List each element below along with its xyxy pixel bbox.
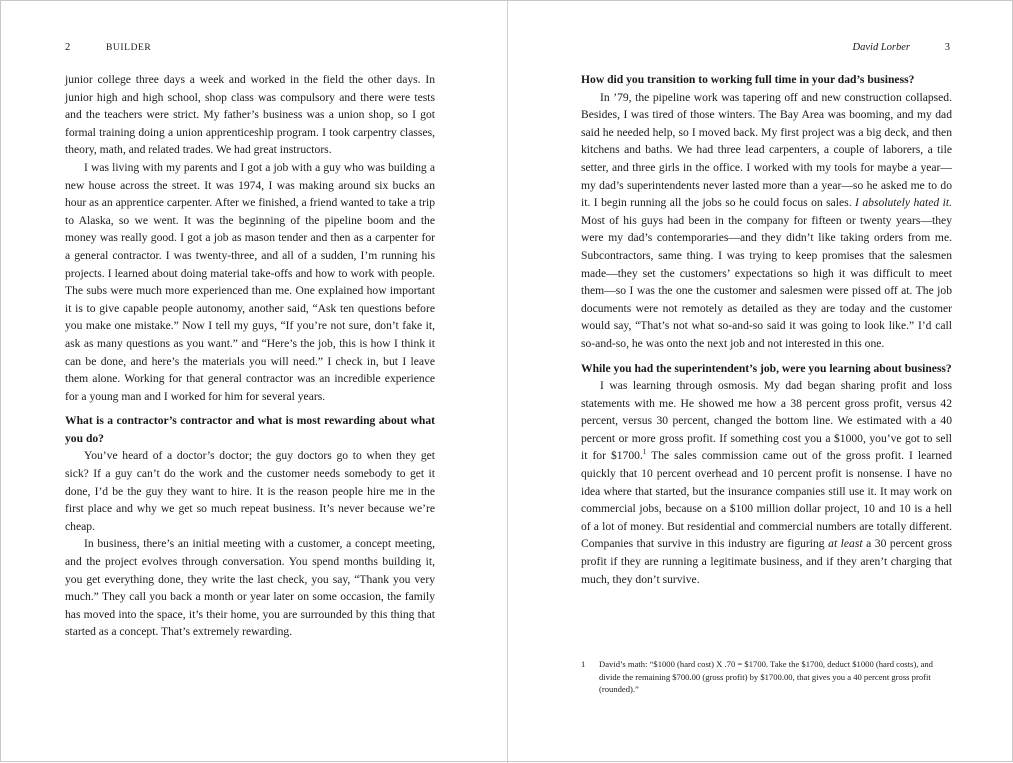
interview-question: While you had the superintendent’s job, were you learning about business? xyxy=(581,361,952,375)
text-run: a 30 percent gross profit if they are running a legitimate business, and if they aren’t charging that much, they don’t survive. xyxy=(581,537,953,586)
text-run: In ’79, the pipeline work was tapering off and new construction collapsed. Besides, I was tired of those winters. The Bay Area was booming, and my dad said he needed help, so I moved back. My first project was a big deck, and then kitchens and baths. We had three lead carpenters, a couple of laborers, a tile setter, and three girls in the office. I worked with my tools for maybe a year—my dad’s superintendents never lasted more than a year—so he asked me to do it. I begin running all the jobs so he could focus on sales. xyxy=(581,90,952,210)
left-body-text xyxy=(65,71,435,641)
interview-question: What is a contractor’s contractor and what is most rewarding about what you do? xyxy=(65,414,435,445)
text-run: I was learning through osmosis. My dad began sharing profit and loss statements with me. He showed me how a 38 percent gross profit, versus 42 percent, versus 30 percent, changed the bottom line. We estimated with a 40 percent or more gross profit. If something cost you a $1000, you’ve got to sell it for $1700. xyxy=(581,379,952,463)
book-title-header: BUILDER xyxy=(106,43,152,53)
emphasis-text: at least xyxy=(828,537,863,551)
paragraph xyxy=(581,89,952,353)
footnote-text: David’s math: “$1000 (hard cost) X .70 = $1700. Take the $1700, deduct $1000 (hard costs), and divide the remaining $700.00 (gross profit) by $1700.00, that gives you a 40 percent gross profit (rounded).” xyxy=(599,659,933,695)
left-page-number: 2 xyxy=(65,42,71,53)
interview-question: How did you transition to working full time in your dad’s business? xyxy=(581,73,915,86)
paragraph xyxy=(581,377,952,588)
text-run: The sales commission came out of the gross profit. I learned quickly that 10 percent overhead and 10 percent profit is nonsense. I have no idea where that started, but the insurance companies still use it. It may work on commercial jobs, because on a $100 million dollar project, 10 and 10 is a hell of a lot of money. But residential and commercial numbers are totally different. Companies that survive in this industry are figuring xyxy=(581,449,952,551)
footnote-number: 1 xyxy=(581,659,586,669)
emphasis-text: I absolutely hated it. xyxy=(855,196,952,210)
right-running-head xyxy=(581,41,952,55)
text-run: Most of his guys had been in the company for fifteen or twenty years—they were my dad’s contemporaries—and they didn’t like taking orders from me. Subcontractors, same thing. I was trying to keep promises that the salesmen made—they set the customers’ expectations so high it was difficult to meet them—so I was the one the customer and salesmen were pissed off at. The job documents were not remotely as detailed as they are today and the customer would say, “That’s not what so-and-so said it was going to look like.” I’d call so-and-so, he was onto the next job and not interested in this one. xyxy=(581,213,952,350)
paragraph: junior college three days a week and worked in the field the other days. In junior high and high school, shop class was compulsory and there were tests and the teachers were strict. My father’s business was a union shop, so I got formal training doing a union apprenticeship program. I took carpentry classes, theory, math, and related trades. We had great instructors. xyxy=(65,73,435,157)
right-page xyxy=(581,1,952,763)
paragraph: In business, there’s an initial meeting with a customer, a concept meeting, and the project evolves through conversation. You spend months building it, you get everything done, they write the last check, you say, “Thank you very much.” They call you back a month or year later on some occasion, the family has moved into the space, it’s their home, you are surrounded by this thing that started as a concept. That’s extremely rewarding. xyxy=(65,537,435,639)
page-gutter xyxy=(507,1,508,763)
left-running-head xyxy=(65,41,435,55)
paragraph: You’ve heard of a doctor’s doctor; the guy doctors go to when they get sick? If a guy can’t do the work and the customer needs somebody to get it done, I’d be the guy they want to hire. It is the reason people hire me in the first place and why we get so much repeat business. It’s never because we’re cheap. xyxy=(65,449,435,533)
right-body-text xyxy=(581,71,952,588)
footnote-reference[interactable]: 1 xyxy=(642,448,647,457)
author-name-header: David Lorber xyxy=(852,42,910,53)
left-page xyxy=(65,1,435,763)
paragraph: I was living with my parents and I got a job with a guy who was building a new house across the street. It was 1974, I was making around six bucks an hour as an apprentice carpenter. After we finished, a friend wanted to take a trip to Alaska, so we went. It was the beginning of the pipeline boom and the money was really good. I got a job as mason tender and then as a carpenter for a general contractor. I was twenty-three, and all of a sudden, I’m running his projects. I learned about doing material take-offs and how to work with people. The subs were much more experienced than me. One explained how important it is to give capable people autonomy, another said, “Ask ten questions before you make one mistake.” Now I tell my guys, “If you’re not sure, don’t fake it, ask as many questions as you want.” and “Here’s the job, this is how I think it can be done, and here’s the materials you will need.” I check in, but I leave them alone. Working for that general contractor was an incredible experience for a young man and I worked for him for several years. xyxy=(65,160,435,403)
footnote xyxy=(581,658,952,696)
right-page-number: 3 xyxy=(944,42,950,53)
